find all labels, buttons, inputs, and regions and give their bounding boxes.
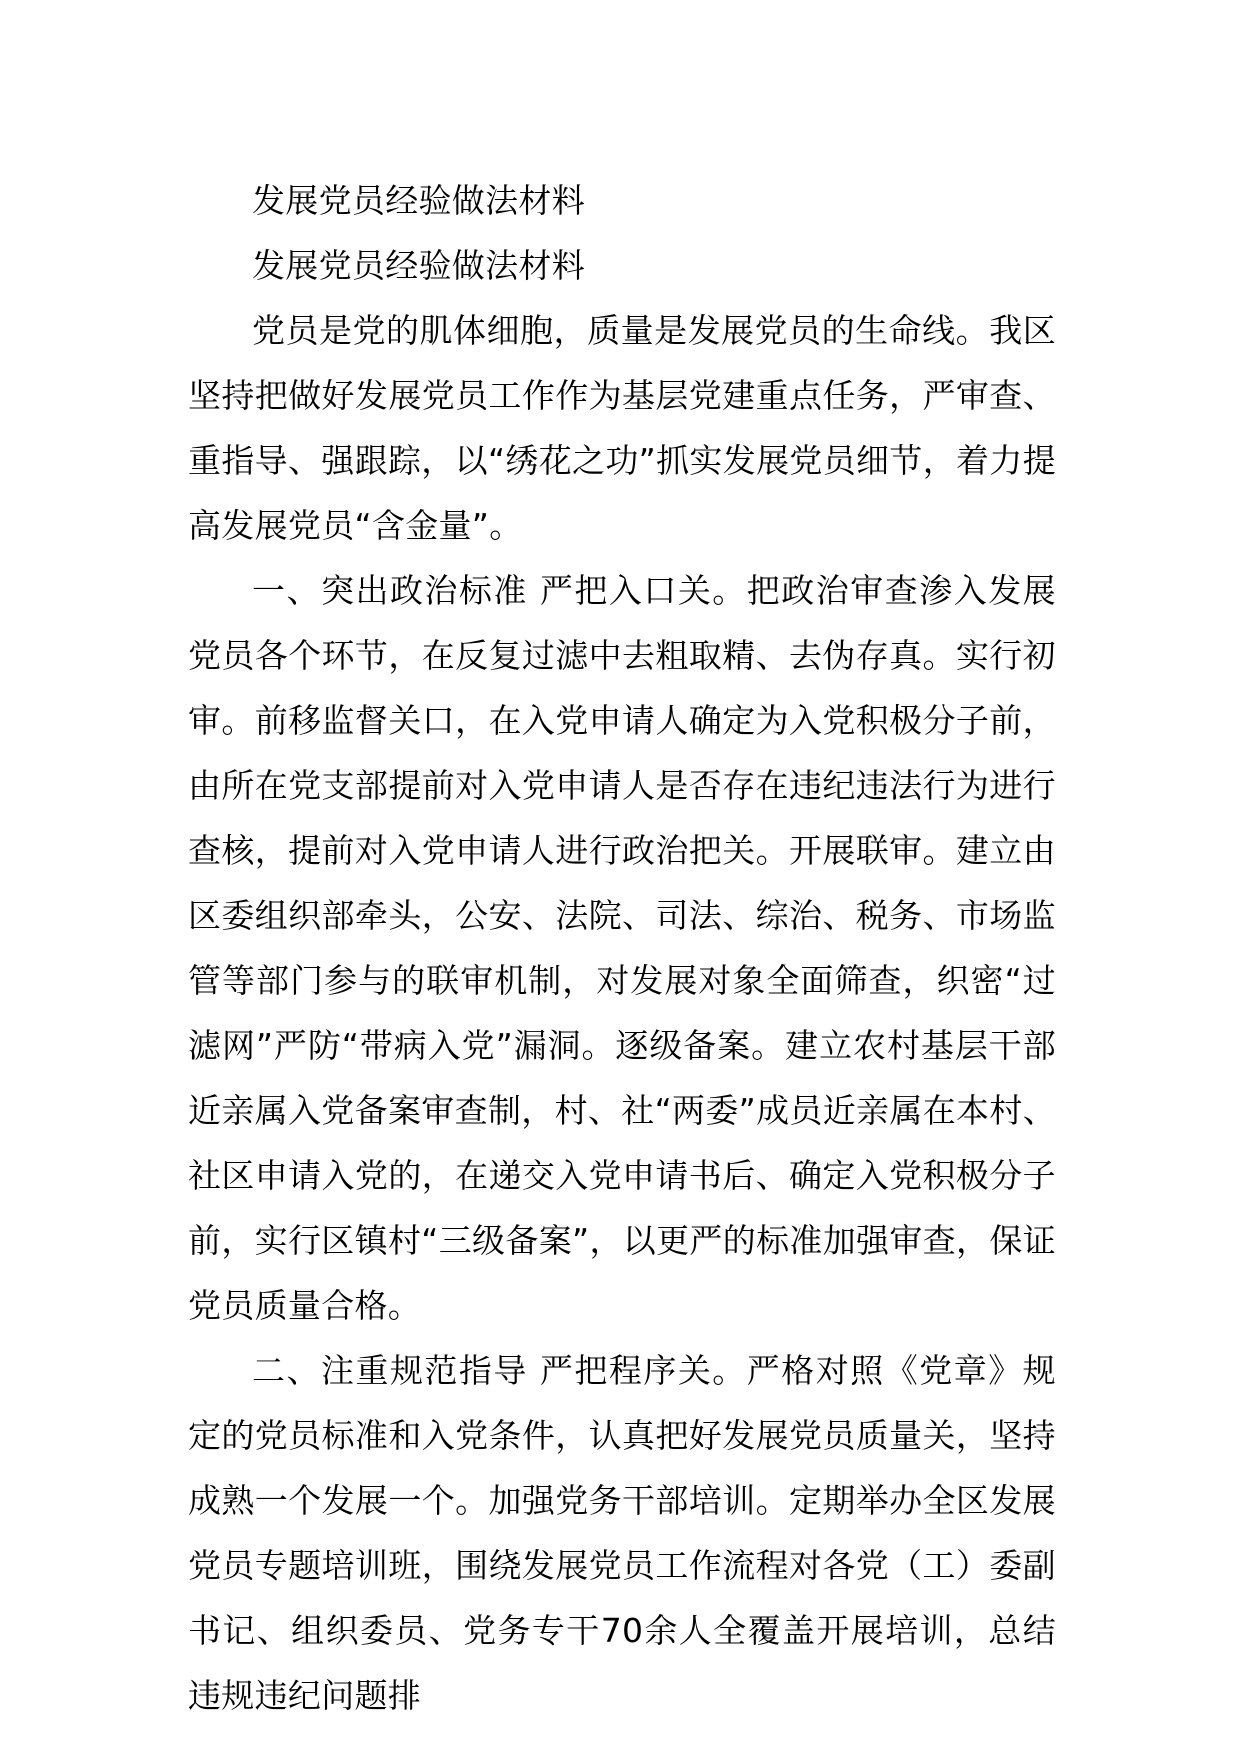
intro-paragraph: 党员是党的肌体细胞，质量是发展党员的生命线。我区坚持把做好发展党员工作作为基层党建重点任务，严审查、重指导、强跟踪，以“绣花之功”抓实发展党员细节，着力提高发展党员“含金量”。 [188, 311, 1056, 545]
document-body [188, 168, 1056, 1728]
document-subtitle: 发展党员经验做法材料 [252, 246, 585, 285]
section-one-paragraph: 一、突出政治标准 严把入口关。把政治审查渗入发展党员各个环节，在反复过滤中去粗取精、去伪存真。实行初审。前移监督关口，在入党申请人确定为入党积极分子前，由所在党支部提前对入党申请人是否存在违纪违法行为进行查核，提前对入党申请人进行政治把关。开展联审。建立由区委组织部牵头，公安、法院、司法、综治、税务、市场监管等部门参与的联审机制，对发展对象全面筛查，织密“过滤网”严防“带病入党”漏洞。逐级备案。建立农村基层干部近亲属入党备案审查制，村、社“两委”成员近亲属在本村、社区申请入党的，在递交入党申请书后、确定入党积极分子前，实行区镇村“三级备案”，以更严的标准加强审查，保证党员质量合格。 [188, 571, 1056, 1325]
document-title: 发展党员经验做法材料 [252, 181, 585, 220]
section-two-paragraph: 二、注重规范指导 严把程序关。严格对照《党章》规定的党员标准和入党条件，认真把好发展党员质量关，坚持成熟一个发展一个。加强党务干部培训。定期举办全区发展党员专题培训班，围绕发展党员工作流程对各党（工）委副书记、组织委员、党务专干70余人全覆盖开展培训，总结违规违纪问题排 [188, 1351, 1056, 1715]
